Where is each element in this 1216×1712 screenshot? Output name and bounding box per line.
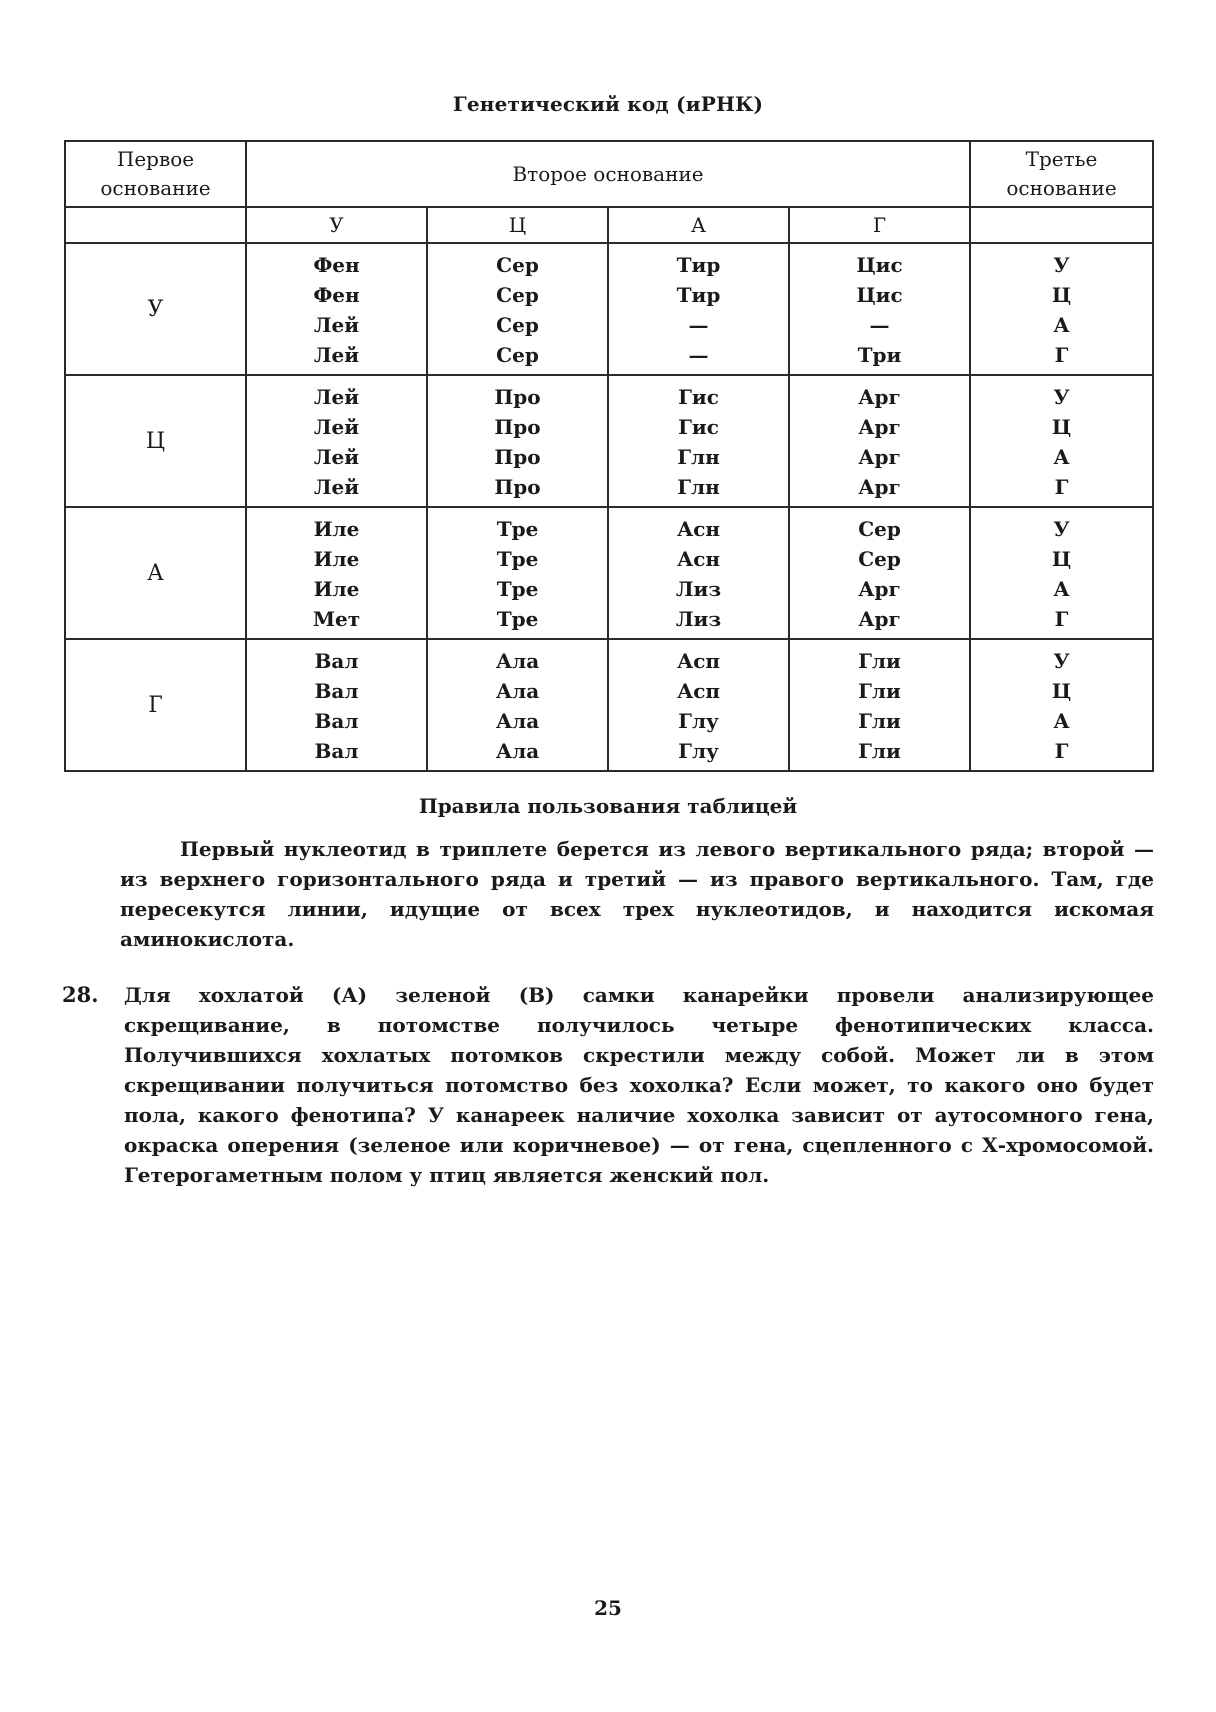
task-number: 28.	[62, 982, 99, 1007]
third-base-letter: У	[1053, 649, 1070, 673]
amino-acid-cell	[246, 507, 427, 639]
amino-acid-cell	[246, 375, 427, 507]
codon-group-row	[65, 243, 1153, 375]
page-number: 25	[594, 1596, 622, 1620]
amino-acid-cell	[608, 507, 789, 639]
second-letter: Ц	[427, 207, 608, 243]
amino-acid: Три	[857, 343, 902, 367]
second-base-header: Второе основание	[246, 141, 970, 207]
first-base-cell: А	[65, 507, 246, 639]
amino-acid: Тре	[496, 607, 539, 631]
amino-acid: Вал	[314, 679, 359, 703]
amino-acid: Сер	[496, 283, 539, 307]
amino-acid: —	[688, 313, 709, 337]
amino-acid-cell	[246, 639, 427, 771]
header-row	[65, 141, 1153, 207]
amino-acid: Иле	[313, 517, 360, 541]
third-base-letter: Г	[1054, 475, 1069, 499]
task-text: Для хохлатой (А) зеленой (В) самки канарейки провели анализирующее скрещивание, в потомстве получилось четыре фенотипических класса. Получившихся хохлатых потомков скрестили между собой. Может ли в этом скрещивании получиться потомство без хохолка? Если может, то какого оно будет пола, какого фенотипа? У канареек наличие хохолка зависит от аутосомного гена, окраска оперения (зеленое или коричневое) — от гена, сцепленного с Х-хромосомой. Гетерогаметным полом у птиц является женский пол.	[124, 983, 1154, 1187]
codon-group-row	[65, 375, 1153, 507]
amino-acid: Гис	[678, 385, 719, 409]
amino-acid: Лей	[313, 343, 360, 367]
codon-group-row	[65, 507, 1153, 639]
amino-acid: Асн	[676, 517, 721, 541]
amino-acid: Арг	[858, 475, 901, 499]
third-base-header: Третье основание	[970, 141, 1153, 207]
amino-acid: Асн	[676, 547, 721, 571]
second-letter: А	[608, 207, 789, 243]
third-base-letter: А	[1053, 313, 1070, 337]
third-base-letter: А	[1053, 709, 1070, 733]
third-base-letter: Ц	[1051, 679, 1072, 703]
third-base-cell	[970, 507, 1153, 639]
amino-acid-cell	[789, 243, 970, 375]
third-base-letter: У	[1053, 517, 1070, 541]
amino-acid-cell	[427, 243, 608, 375]
amino-acid-cell	[608, 243, 789, 375]
codon-group-row	[65, 639, 1153, 771]
amino-acid: Ала	[495, 679, 540, 703]
amino-acid: Ала	[495, 709, 540, 733]
amino-acid: Про	[494, 475, 541, 499]
amino-acid: Лей	[313, 385, 360, 409]
amino-acid: Арг	[858, 607, 901, 631]
third-base-letter: Ц	[1051, 547, 1072, 571]
amino-acid: Тре	[496, 517, 539, 541]
amino-acid: Ала	[495, 739, 540, 763]
amino-acid-cell	[427, 375, 608, 507]
amino-acid: Иле	[313, 577, 360, 601]
third-base-letter: Ц	[1051, 415, 1072, 439]
amino-acid: Вал	[314, 709, 359, 733]
amino-acid: Лиз	[675, 577, 722, 601]
second-letter: У	[246, 207, 427, 243]
amino-acid: Про	[494, 415, 541, 439]
amino-acid: Сер	[496, 253, 539, 277]
amino-acid: Тре	[496, 547, 539, 571]
third-base-cell	[970, 639, 1153, 771]
amino-acid-cell	[427, 639, 608, 771]
second-letters-row	[65, 207, 1153, 243]
amino-acid: Тир	[676, 253, 721, 277]
amino-acid: Про	[494, 385, 541, 409]
third-base-letter: Г	[1054, 739, 1069, 763]
first-base-header: Первое основание	[65, 141, 246, 207]
third-base-letter: У	[1053, 253, 1070, 277]
amino-acid: Сер	[496, 313, 539, 337]
amino-acid: Мет	[312, 607, 361, 631]
amino-acid: Арг	[858, 445, 901, 469]
third-base-letter: Г	[1054, 343, 1069, 367]
amino-acid: Фен	[313, 253, 360, 277]
third-base-cell	[970, 375, 1153, 507]
amino-acid: Иле	[313, 547, 360, 571]
amino-acid: Асп	[676, 679, 721, 703]
amino-acid-cell	[608, 375, 789, 507]
amino-acid: Арг	[858, 385, 901, 409]
table-title: Генетический код (иРНК)	[452, 92, 764, 116]
amino-acid: Цис	[856, 253, 903, 277]
rules-title: Правила пользования таблицей	[418, 794, 798, 818]
amino-acid: Гли	[858, 709, 901, 733]
task-28	[62, 980, 1154, 1190]
amino-acid: Сер	[496, 343, 539, 367]
amino-acid: Гис	[678, 415, 719, 439]
amino-acid: Про	[494, 445, 541, 469]
first-base-cell: Ц	[65, 375, 246, 507]
amino-acid: Арг	[858, 577, 901, 601]
amino-acid-cell	[427, 507, 608, 639]
amino-acid: Тир	[676, 283, 721, 307]
amino-acid: Сер	[858, 547, 901, 571]
first-base-cell: Г	[65, 639, 246, 771]
first-base-cell: У	[65, 243, 246, 375]
amino-acid-cell	[789, 375, 970, 507]
third-base-letter: А	[1053, 577, 1070, 601]
amino-acid: Арг	[858, 415, 901, 439]
amino-acid: Тре	[496, 577, 539, 601]
amino-acid: Лей	[313, 415, 360, 439]
amino-acid: Гли	[858, 739, 901, 763]
amino-acid: Вал	[314, 739, 359, 763]
amino-acid: Вал	[314, 649, 359, 673]
empty-cell	[65, 207, 246, 243]
amino-acid: Сер	[858, 517, 901, 541]
amino-acid: Глн	[677, 475, 720, 499]
amino-acid: Лей	[313, 313, 360, 337]
amino-acid: Асп	[676, 649, 721, 673]
third-base-letter: А	[1053, 445, 1070, 469]
amino-acid: —	[688, 343, 709, 367]
amino-acid: Лей	[313, 475, 360, 499]
amino-acid: Лей	[313, 445, 360, 469]
empty-cell	[970, 207, 1153, 243]
second-letter: Г	[789, 207, 970, 243]
amino-acid: Цис	[856, 283, 903, 307]
amino-acid: Глу	[678, 709, 719, 733]
amino-acid: Гли	[858, 679, 901, 703]
rules-text: Первый нуклеотид в триплете берется из левого вертикального ряда; второй — из верхнего горизонтального ряда и третий — из правого вертикального. Там, где пересекутся линии, идущие от всех трех нуклеотидов, и находится искомая аминокислота.	[120, 837, 1154, 951]
amino-acid: Глн	[677, 445, 720, 469]
amino-acid: Гли	[858, 649, 901, 673]
amino-acid: Глу	[678, 739, 719, 763]
third-base-letter: У	[1053, 385, 1070, 409]
amino-acid: Фен	[313, 283, 360, 307]
amino-acid-cell	[246, 243, 427, 375]
amino-acid-cell	[789, 639, 970, 771]
amino-acid: —	[869, 313, 890, 337]
third-base-letter: Г	[1054, 607, 1069, 631]
amino-acid-cell	[608, 639, 789, 771]
third-base-letter: Ц	[1051, 283, 1072, 307]
amino-acid: Лиз	[675, 607, 722, 631]
amino-acid-cell	[789, 507, 970, 639]
third-base-cell	[970, 243, 1153, 375]
genetic-code-table	[64, 140, 1154, 772]
amino-acid: Ала	[495, 649, 540, 673]
